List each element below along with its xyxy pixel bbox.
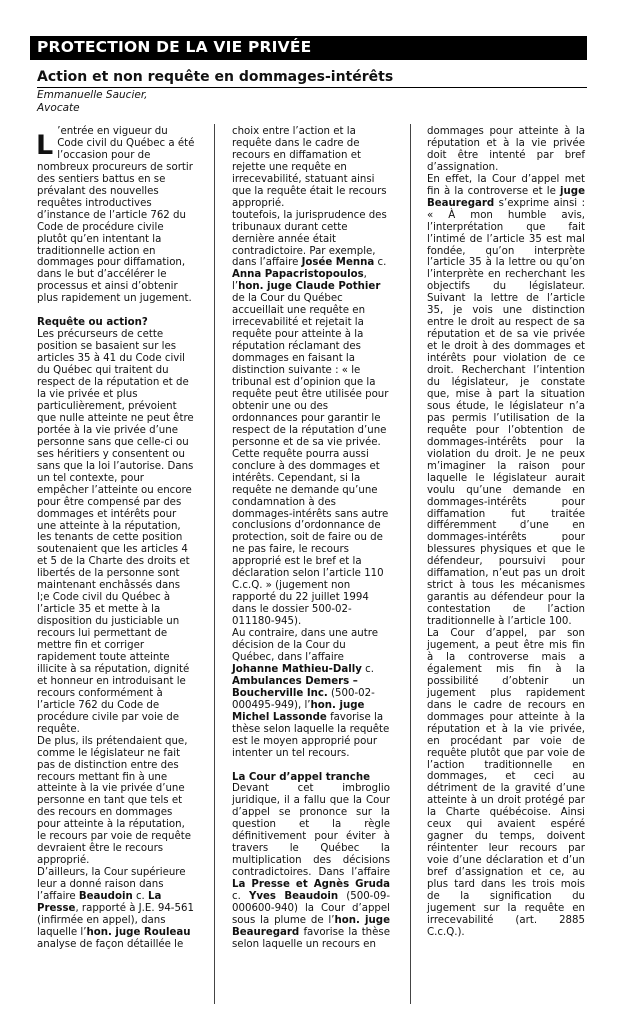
intro-paragraph — [37, 126, 195, 305]
drop-cap: L — [36, 130, 54, 161]
section-banner — [30, 36, 587, 60]
intro-text: ’entrée en vigueur du Code civil du Québec a été l’occasion pour de nombreux procureurs de sortir des sentiers battus en se prévalant des nouvelles requêtes introductives d’instance de l’article 762 du Code de procédure civile plutôt qu’en intentant la traditionnelle action en dommages pour diffamation, dans le but d’accélérer le processus et ainsi d’obtenir plus rapidement un jugement. — [37, 126, 195, 305]
byline — [37, 89, 148, 115]
article-column-2 — [232, 126, 390, 951]
article-column-1 — [37, 126, 195, 951]
paragraph: Devant cet imbroglio juridique, il a fallu que la Cour d’appel se prononce sur la question et la règle définitivement pour éviter à travers le Québec la multiplication des décisions contradictoires. Dans l’affaire La Presse et Agnès Gruda c. Yves Beaudoin (500-09-000600-940) la Cour d’appel sous la plume de l’hon. juge Beauregard favorise la thèse selon laquelle un recours en — [232, 783, 390, 950]
paragraph: En effet, la Cour d’appel met fin à la controverse et le juge Beauregard s’exprime ainsi : « À mon humble avis, l’interprétation que fait l’intimé de l’article 35 est mal fondée, qu’on interprète l’article 35 à la lettre ou qu’on l’interprète en recherchant les objectifs du législateur. Suivant la lettre de l’article 35, je vois une distinction entre le droit au respect de sa réputation et de sa vie privée et le droit à des dommages et intérêts pour violation de ce droit. Recherchant l’intention du législateur, je constate que, mise à part la situation sous étude, le législateur n’a pas permis l’utilisation de la requête pour l’obtention de dommages-intérêts pour la violation du droit. Je ne peux m’imaginer la raison pour laquelle le législateur aurait voulu qu’une demande en dommages-intérêts pour diffamation fut traitée différemment d’une en dommages-intérêts pour blessures physiques et que le défendeur, poursuivi pour diffamation, n’eut pas un droit strict à tous les mécanismes garantis au défendeur pour la contestation de l’action traditionnelle à l’article 100. — [427, 173, 585, 628]
paragraph: De plus, ils prétendaient que, comme le législateur ne fait pas de distinction entre des recours mettant fin à une atteinte à la vie privée d’une personne en tant que tels et des recours en dommages pour atteinte à la réputation, le recours par voie de requête devraient être le recours approprié. — [37, 735, 191, 867]
subheading-requete: Requête ou action? — [37, 317, 148, 329]
article-headline: Action et non requête en dommages-intérêts — [37, 69, 394, 85]
section-banner-title: PROTECTION DE LA VIE PRIVÉE — [37, 38, 312, 56]
paragraph: dommages pour atteinte à la réputation et à la vie privée doit être intenté par bref d’assignation. — [427, 126, 585, 173]
article-column-3 — [427, 126, 585, 939]
paragraph: Les précurseurs de cette position se basaient sur les articles 35 à 41 du Code civil du Québec qui traitent du respect de la réputation et de la vie privée et plus particulièrement, prévoient que nulle atteinte ne peut être portée à la vie privée d’une personne sans que celle-ci ou ses héritiers y consentent ou sans que la loi l’autorise. Dans un tel contexte, pour empêcher l’atteinte ou encore pour être compensé par des dommages et intérêts pour une atteinte à la réputation, les tenants de cette position soutenaient que les articles 4 et 5 de la Charte des droits et libertés de la personne sont maintenant enchâssés dans l;e Code civil du Québec à l’article 35 et mette à la disposition du justiciable un recours lui permettant de mettre fin et corriger rapidement toute atteinte illicite à sa réputation, dignité et honneur en introduisant le recours conformément à l’article 762 du Code de procédure civile par voie de requête. — [37, 329, 194, 735]
column-divider-2 — [410, 124, 411, 1004]
headline-rule — [37, 87, 587, 88]
paragraph: choix entre l’action et la requête dans le cadre de recours en diffamation et rejette une requête en irrecevabilité, statuant ainsi que la requête était le recours approprié. — [232, 126, 387, 209]
author-role: Avocate — [37, 102, 80, 114]
author-name: Emmanuelle Saucier, — [37, 89, 148, 101]
paragraph: D’ailleurs, la Cour supérieure leur a donné raison dans l’affaire Beaudoin c. La Presse, rapporté à J.E. 94-561 (infirmée en appel), dans laquelle l’hon. juge Rouleau analyse de façon détaillée le — [37, 867, 194, 950]
paragraph: La Cour d’appel, par son jugement, a peut être mis fin à la controverse mais a également mis fin à la possibilité d’obtenir un jugement plus rapidement dans le cadre de recours en dommages pour atteinte à la réputation et à la vie privée, en procédant par voie de requête plutôt que par voie de l’action traditionnelle en dommages, et ceci au détriment de la gravité d’une atteinte à un droit protégé par la Charte québécoise. Ainsi ceux qui avaient espéré gagner du temps, doivent réintenter leur recours par voie d’une déclaration et d’un bref d’assignation et ce, au plus tard dans les trois mois de la signification du jugement sur la requête en irrecevabilité (art. 2885 C.c.Q.). — [427, 628, 585, 938]
subheading-cour-appel: La Cour d’appel tranche — [232, 771, 371, 783]
paragraph: Au contraire, dans une autre décision de la Cour du Québec, dans l’affaire Johanne Mathieu-Dally c. Ambulances Demers – Boucherville Inc. (500-02-000495-949), l’hon. juge Michel Lassonde favorise la thèse selon laquelle la requête est le moyen approprié pour intenter un tel recours. — [232, 628, 390, 759]
column-divider-1 — [214, 124, 215, 1004]
paragraph: toutefois, la jurisprudence des tribunaux durant cette dernière année était contradictoire. Par exemple, dans l’affaire Josée Menna c. Anna Papacristopoulos, l’hon. juge Claude Pothier de la Cour du Québec accueillait une requête en irrecevabilité et rejetait la requête pour atteinte à la réputation réclamant des dommages en faisant la distinction suivante : « le tribunal est d’opinion que la requête peut être utilisée pour obtenir une ou des ordonnances pour garantir le respect de la réputation d’une personne et de sa vie privée. Cette requête pourra aussi conclure à des dommages et intérêts. Cependant, si la requête ne demande qu’une condamnation à des dommages-intérêts sans autre conclusions d’ordonnance de protection, soit de faire ou de ne pas faire, le recours approprié est le bref et la déclaration selon l’article 110 C.c.Q. » (jugement non rapporté du 22 juillet 1994 dans le dossier 500-02-011180-945). — [232, 209, 389, 628]
